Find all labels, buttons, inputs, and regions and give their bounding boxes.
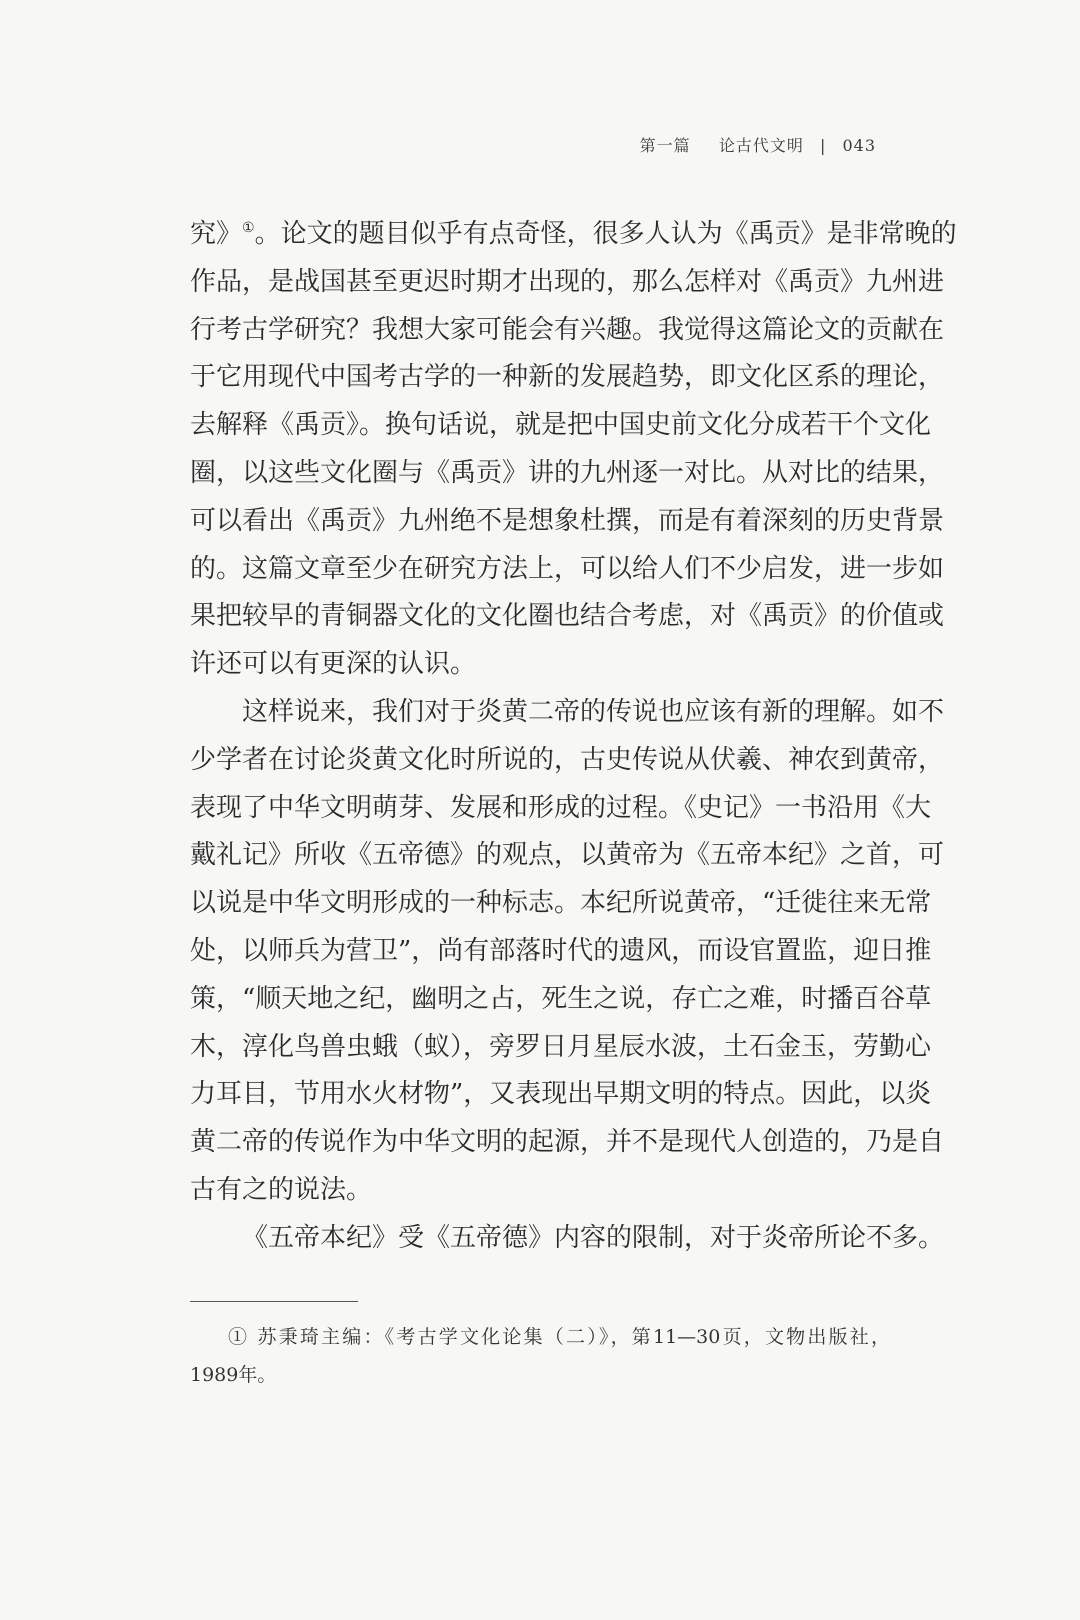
footnote-line: ① 苏秉琦主编：《考古学文化论集（二）》，第11—30页，文物出版社， <box>228 1326 890 1348</box>
text-line: 果把较早的青铜器文化的文化圈也结合考虑，对《禹贡》的价值或 <box>190 601 945 632</box>
text-line: 黄二帝的传说作为中华文明的起源，并不是现代人创造的，乃是自 <box>190 1127 945 1158</box>
page-number: 043 <box>842 136 876 155</box>
text-line: 去解释《禹贡》。换句话说，就是把中国史前文化分成若干个文化 <box>190 410 932 441</box>
text-line: 以说是中华文明形成的一种标志。本纪所说黄帝，“迁徙往来无常 <box>190 888 932 919</box>
text-line: 戴礼记》所收《五帝德》的观点，以黄帝为《五帝本纪》之首，可 <box>190 840 945 871</box>
paragraph-1 <box>190 211 957 689</box>
running-head-chapter: 论古代文明 <box>718 136 804 155</box>
footnote-divider <box>190 1301 358 1302</box>
text-line: 《五帝本纪》受《五帝德》内容的限制，对于炎帝所论不多。 <box>242 1222 945 1253</box>
text-line: 的。这篇文章至少在研究方法上，可以给人们不少启发，进一步如 <box>190 553 945 584</box>
text-line: 圈，以这些文化圈与《禹贡》讲的九州逐一对比。从对比的结果， <box>190 457 945 488</box>
footnote <box>190 1318 890 1394</box>
paragraph-2 <box>190 689 945 1215</box>
text-line: 古有之的说法。 <box>190 1174 373 1205</box>
paragraph-3 <box>190 1215 945 1263</box>
text-line: 作品，是战国甚至更迟时期才出现的，那么怎样对《禹贡》九州进 <box>190 266 945 297</box>
text-line: 究》①。论文的题目似乎有点奇怪，很多人认为《禹贡》是非常晚的 <box>190 219 957 249</box>
text-line: 行考古学研究？我想大家可能会有兴趣。我觉得这篇论文的贡献在 <box>190 314 945 345</box>
text-line: 木，淳化鸟兽虫蛾（蚁），旁罗日月星辰水波，土石金玉，劳勤心 <box>190 1031 932 1062</box>
footnote-marker[interactable]: ① <box>242 220 255 236</box>
text-line: 策，“顺天地之纪，幽明之占，死生之说，存亡之难，时播百谷草 <box>190 983 932 1014</box>
text-line: 力耳目，节用水火材物”，又表现出早期文明的特点。因此，以炎 <box>190 1079 932 1110</box>
footnote-line: 1989年。 <box>190 1364 277 1386</box>
text-line: 于它用现代中国考古学的一种新的发展趋势，即文化区系的理论， <box>190 362 945 393</box>
running-head-separator: | <box>819 136 827 155</box>
text-line: 少学者在讨论炎黄文化时所说的，古史传说从伏羲、神农到黄帝， <box>190 744 945 775</box>
text-line: 处，以师兵为营卫”，尚有部落时代的遗风，而设官置监，迎日推 <box>190 935 932 966</box>
body-text <box>190 211 957 1263</box>
text-line: 许还可以有更深的认识。 <box>190 649 477 680</box>
text-line: 可以看出《禹贡》九州绝不是想象杜撰，而是有着深刻的历史背景 <box>190 505 945 536</box>
text-line: 这样说来，我们对于炎黄二帝的传说也应该有新的理解。如不 <box>242 696 945 727</box>
running-head <box>640 133 876 156</box>
running-head-part: 第一篇 <box>639 136 691 155</box>
text-line: 表现了中华文明萌芽、发展和形成的过程。《史记》一书沿用《大 <box>190 792 932 823</box>
